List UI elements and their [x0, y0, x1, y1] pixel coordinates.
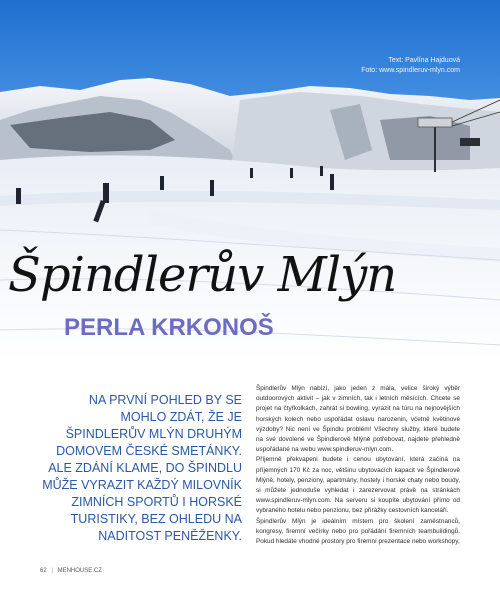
magazine-name: MENHOUSE.CZ — [57, 568, 102, 574]
headline-script: Špindlerův Mlýn — [8, 247, 397, 303]
body-paragraph-2: Příjemně překvapeni budete i cenou ubytování, která začíná na příjemných 170 Kč za noc, většinu ubytovacích kapacit ve Špindlerově Mlýně, hotely, penziony, apartmány, hostely i horské chaty nebo boudy, si můžete jednoduše vyhledat i zarezervovat právě na stránkách www.spindleruv-mlyn.com. Na serveru si koupíte ubytování přímo od vybraného hotelu nebo penzionu, bez přirážky cestovních kanceláří. — [256, 456, 460, 515]
headline-subtitle: PERLA KRKONOŠ — [64, 314, 274, 341]
credit-text: Text: Pavlína Hajduová — [388, 57, 460, 64]
body-paragraph-3: Špindlerův Mlýn je ideálním místem pro školení zaměstnanců, kongresy, firemní večírky nebo pro pořádání firemních teambuildingů. Pokud hledáte vhodné prostory pro firemní prezentace nebo workshopy, — [256, 517, 460, 546]
lead-paragraph: NA PRVNÍ POHLED BY SE MOHLO ZDÁT, ŽE JE ŠPINDLERŮV MLÝN DRUHÝM DOMOVEM ČESKÉ SMETÁNKY. ALE ZDÁNÍ KLAME, DO ŠPINDLU MŮŽE VYRAZIT KAŽDÝ MILOVNÍK ZIMNÍCH SPORTŮ I HORSKÉ TURISTIKY, BEZ OHLEDU NA NADITOST PENĚŽENKY. — [42, 393, 242, 543]
page-number: 62 — [40, 568, 47, 574]
footer-separator: | — [51, 568, 53, 574]
page-footer — [40, 568, 102, 574]
body-paragraph-1: Špindlerův Mlýn nabízí, jako jeden z mála, velice široký výběr outdoorových aktivit – jak v zimních, tak i letních měsících. Chcete se projet na čtyřkolkách, zahrát si bowling, vyrazit na túru na nejnovějších horských kolech nebo uspořádat oslavu narozenin, včetně květinové výzdoby? Nic není ve Špindlu problém! Všechny služby, které budete na své dovolené ve Špindlerově Mlýně potřebovat, najdete přehledně uspořádané na webu www.spindleruv-mlyn.com. — [256, 385, 460, 454]
article-body — [256, 384, 460, 547]
photo-credits — [361, 56, 460, 76]
credit-photo: Foto: www.spindleruv-mlyn.com — [361, 67, 460, 74]
